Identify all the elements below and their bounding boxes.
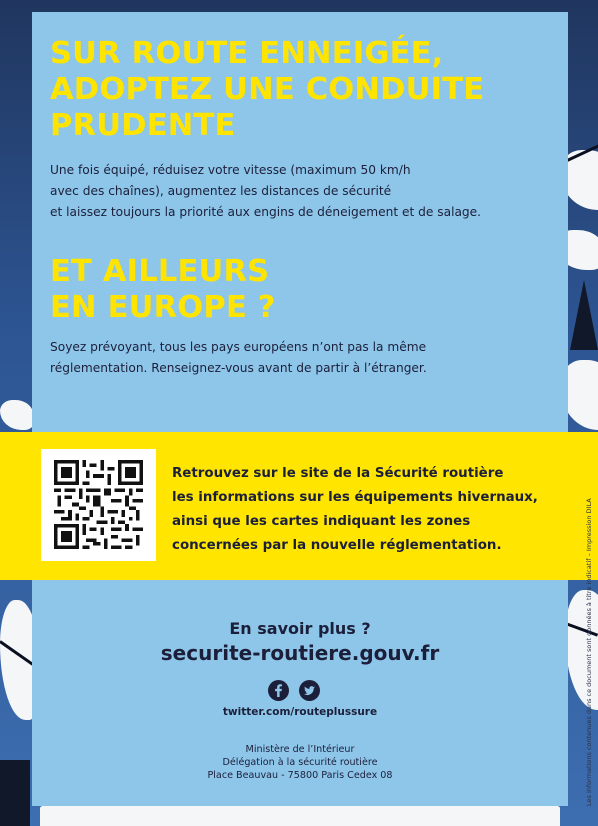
twitter-icon[interactable] (299, 680, 320, 701)
facebook-icon[interactable] (268, 680, 289, 701)
snowy-road-advice: Une fois équipé, réduisez votre vitesse (maximum 50 km/h avec des chaînes), augmentez les distances de sécurité et laissez toujours la priorité aux engins de déneigement et de salage. (50, 163, 482, 219)
ministry-address: Ministère de l’Intérieur Délégation à la sécurité routière Place Beauvau - 75800 Paris Cedex 08 (207, 744, 393, 781)
europe-advice: Soyez prévoyant, tous les pays européens n’ont pas la même réglementation. Renseignez-vous avant de partir à l’étranger. (50, 340, 427, 375)
qr-code-icon (54, 460, 143, 549)
more-info-label: En savoir plus ? (229, 619, 371, 638)
website-link[interactable]: securite-routiere.gouv.fr (160, 641, 440, 665)
twitter-handle[interactable]: twitter.com/routeplussure (222, 706, 378, 718)
social-icons (268, 680, 328, 702)
qr-code[interactable] (41, 449, 156, 561)
headline-europe: ET AILLEURS EN EUROPE ? (50, 254, 276, 325)
band-info-text: Retrouvez sur le site de la Sécurité routière les informations sur les équipements hivernaux, ainsi que les cartes indiquant les zones concernées par la nouvelle réglementation. (172, 466, 538, 553)
side-legal-note: Les informations contenues dans ce document sont données à titre indicatif – Impression DILA (585, 498, 593, 806)
headline-snowy-road: SUR ROUTE ENNEIGÉE, ADOPTEZ UNE CONDUITE PRUDENTE (50, 36, 485, 143)
